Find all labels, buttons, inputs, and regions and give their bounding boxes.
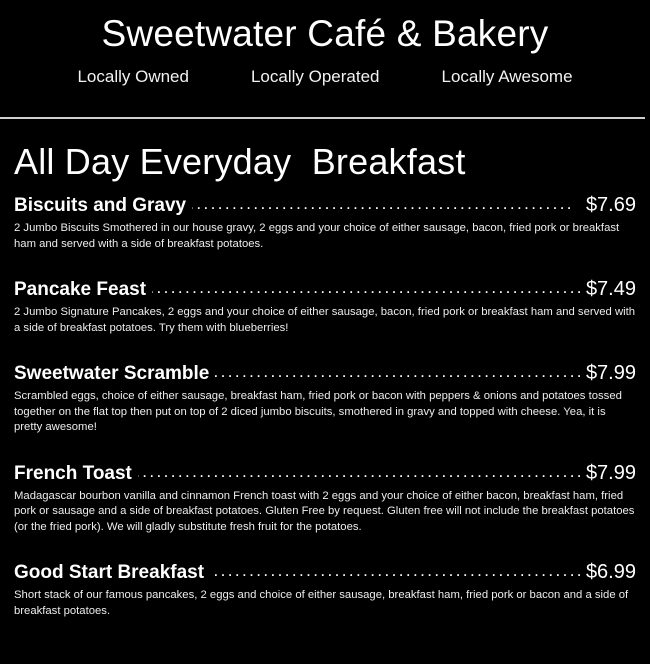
dot-leader xyxy=(215,365,584,379)
brand-title: Sweetwater Café & Bakery xyxy=(101,13,549,54)
menu-item xyxy=(14,277,636,336)
menu-item-name: Biscuits and Gravy xyxy=(14,195,187,216)
menu-item-price: $7.49 xyxy=(585,278,636,300)
menu-item-head xyxy=(14,277,636,302)
section-heading: All Day Everyday Breakfast xyxy=(14,141,466,182)
menu-item-name: Sweetwater Scramble xyxy=(14,363,210,384)
tagline-locally-awesome: Locally Awesome xyxy=(441,67,573,86)
menu-item-description: Scrambled eggs, choice of either sausage, breakfast ham, fried pork or bacon with peppers & onions and potatoes tossed together on the flat top then put on top of 2 diced jumbo biscuits, smothered in gravy and topped with cheese. Yea, it is pretty awesome! xyxy=(14,390,622,433)
menu-item-price: $6.99 xyxy=(585,561,636,583)
dot-leader xyxy=(192,197,574,211)
menu-item-description: 2 Jumbo Signature Pancakes, 2 eggs and your choice of either sausage, bacon, fried pork or breakfast ham and served with a side of breakfast potatoes. Try them with blueberries! xyxy=(14,306,636,334)
menu-item-head xyxy=(14,361,636,386)
dot-leader xyxy=(210,564,584,578)
menu-item-price: $7.99 xyxy=(585,362,636,384)
menu-item-head xyxy=(14,461,636,486)
menu-header xyxy=(0,0,650,88)
menu-item xyxy=(14,193,636,252)
breakfast-section xyxy=(0,141,650,619)
menu-item-price: $7.99 xyxy=(585,461,636,484)
menu-item-description: 2 Jumbo Biscuits Smothered in our house gravy, 2 eggs and your choice of either sausage, bacon, fried pork or breakfast ham and served with a side of breakfast potatoes. xyxy=(14,222,620,250)
menu-item-description: Short stack of our famous pancakes, 2 eggs and choice of either sausage, breakfast ham, fried pork or bacon and a side of breakfast potatoes. xyxy=(14,589,629,617)
menu-item-price: $7.69 xyxy=(585,194,636,216)
menu-item-name: French Toast xyxy=(14,462,132,484)
dot-leader xyxy=(138,465,584,479)
menu-item-name: Good Start Breakfast xyxy=(14,562,205,583)
tagline-locally-operated: Locally Operated xyxy=(250,67,380,86)
dot-leader xyxy=(152,281,584,295)
menu-item-head xyxy=(14,193,636,218)
header-divider xyxy=(0,117,645,119)
tagline-row xyxy=(0,66,650,88)
menu-item xyxy=(14,461,636,536)
tagline-locally-owned: Locally Owned xyxy=(77,67,189,86)
menu-item-name: Pancake Feast xyxy=(14,279,147,300)
menu-item-head xyxy=(14,560,636,585)
menu-item-description: Madagascar bourbon vanilla and cinnamon French toast with 2 eggs and your choice of either bacon, breakfast ham, fried pork or sausage and a side of breakfast potatoes. Gluten Free by request. Gluten free will not include the breakfast potatoes (or the fried pork). We will gladly substitute fresh fruit for the potatoes. xyxy=(14,489,635,533)
menu-item xyxy=(14,560,636,619)
menu-item xyxy=(14,361,636,436)
